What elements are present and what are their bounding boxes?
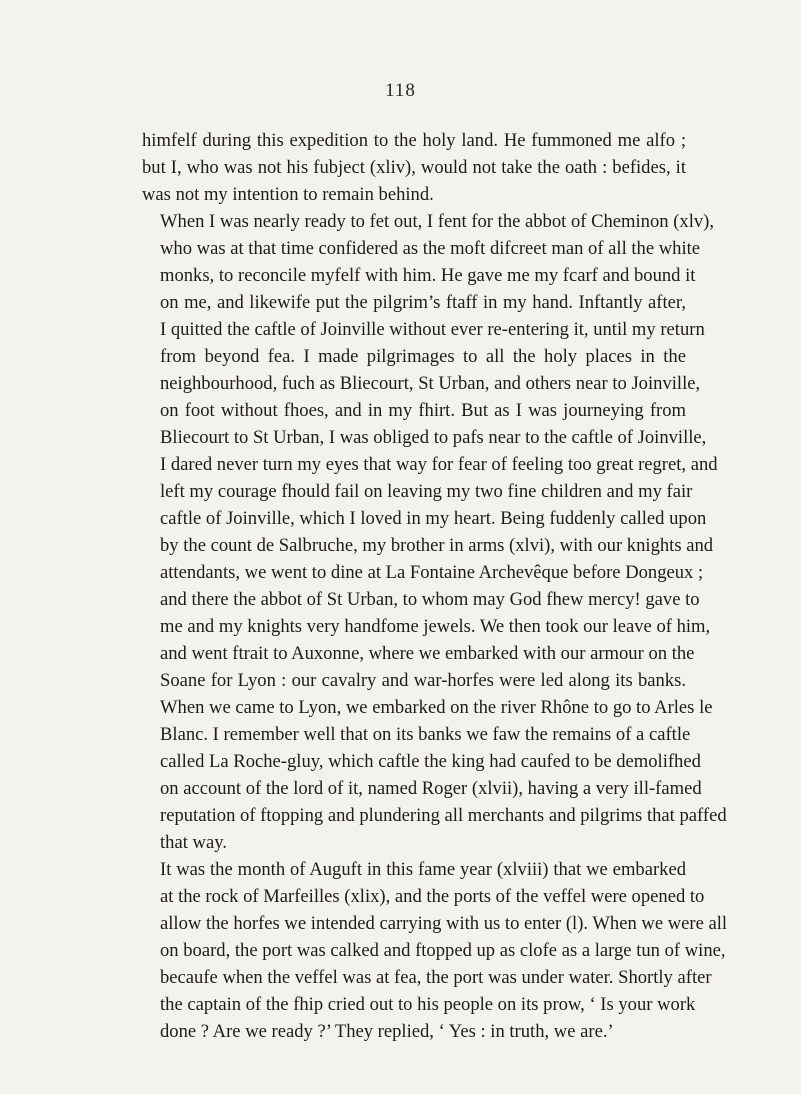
text-line: Soane for Lyon : our cavalry and war-horfes were led along its banks.: [160, 670, 686, 691]
text-line: I dared never turn my eyes that way for fear of feeling too great regret, and: [160, 454, 718, 475]
body-text: [142, 127, 728, 1045]
text-line: on foot without fhoes, and in my fhirt. But as I was journeying from: [160, 400, 686, 421]
text-line: by the count de Salbruche, my brother in arms (xlvi), with our knights and: [160, 535, 714, 556]
text-line: When we came to Lyon, we embarked on the river Rhône to go to Arles le: [160, 697, 713, 718]
text-line: and there the abbot of St Urban, to whom may God fhew mercy! gave to: [160, 589, 700, 610]
text-line: Blanc. I remember well that on its banks we faw the remains of a caftle: [160, 724, 691, 745]
text-line: neighbourhood, fuch as Bliecourt, St Urban, and others near to Joinville,: [160, 373, 701, 394]
text-line: on account of the lord of it, named Roger (xlvii), having a very ill-famed: [160, 778, 702, 799]
text-line: left my courage fhould fail on leaving my two fine children and my fair: [160, 481, 693, 502]
text-line: becaufe when the veffel was at fea, the port was under water. Shortly after: [160, 967, 712, 988]
text-line: I quitted the caftle of Joinville without ever re-entering it, until my return: [160, 319, 705, 340]
text-line: from beyond fea. I made pilgrimages to all the holy places in the: [160, 346, 686, 367]
text-line: called La Roche-gluy, which caftle the king had caufed to be demolifhed: [160, 751, 701, 772]
text-line: attendants, we went to dine at La Fontaine Archevêque before Dongeux ;: [160, 562, 704, 583]
paragraph: [142, 127, 686, 208]
text-line: the captain of the fhip cried out to his people on its prow, ‘ Is your work: [160, 994, 696, 1015]
text-line: at the rock of Marfeilles (xlix), and the ports of the veffel were opened to: [160, 886, 705, 907]
text-line: It was the month of Auguft in this fame year (xlviii) that we embarked: [160, 859, 686, 880]
text-line: monks, to reconcile myfelf with him. He gave me my fcarf and bound it: [160, 265, 696, 286]
text-line: caftle of Joinville, which I loved in my heart. Being fuddenly called upon: [160, 508, 707, 529]
text-line: done ? Are we ready ?’ They replied, ‘ Yes : in truth, we are.’: [160, 1021, 614, 1042]
text-line: himfelf during this expedition to the holy land. He fummoned me alfo ;: [142, 130, 686, 151]
text-line: on board, the port was calked and ftopped up as clofe as a large tun of wine,: [160, 940, 726, 961]
paragraph: [142, 208, 727, 856]
text-line: but I, who was not his fubject (xliv), would not take the oath : befides, it: [142, 157, 686, 178]
text-line: allow the horfes we intended carrying with us to enter (l). When we were all: [160, 913, 728, 934]
text-line: reputation of ftopping and plundering all merchants and pilgrims that paffed: [160, 805, 727, 826]
text-line: When I was nearly ready to fet out, I fent for the abbot of Cheminon (xlv),: [160, 211, 715, 232]
text-line: me and my knights very handfome jewels. We then took our leave of him,: [160, 616, 711, 637]
text-line: Bliecourt to St Urban, I was obliged to pafs near to the caftle of Joinville,: [160, 427, 707, 448]
text-line: who was at that time confidered as the moft difcreet man of all the white: [160, 238, 701, 259]
paragraph: [142, 856, 728, 1045]
text-line: that way.: [160, 832, 227, 853]
page-number: 118: [385, 80, 416, 101]
text-line: and went ftrait to Auxonne, where we embarked with our armour on the: [160, 643, 695, 664]
text-line: was not my intention to remain behind.: [142, 184, 434, 205]
text-line: on me, and likewife put the pilgrim’s ftaff in my hand. Inftantly after,: [160, 292, 686, 313]
